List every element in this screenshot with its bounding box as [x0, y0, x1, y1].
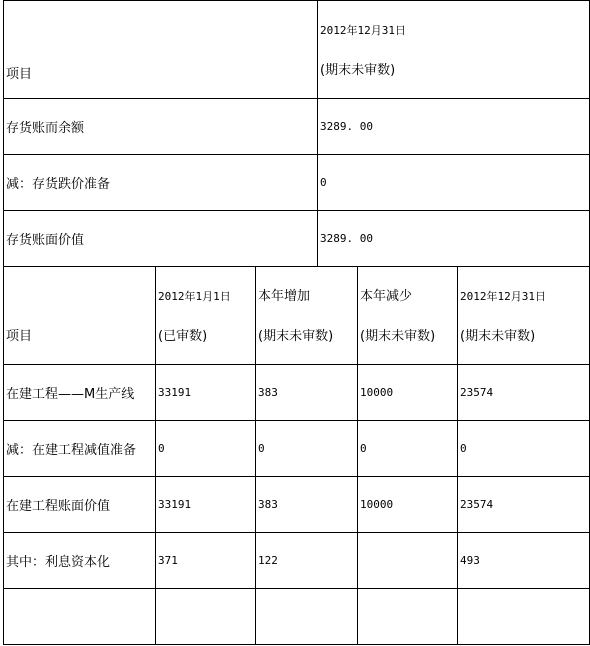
construction-row-label: 在建工程账面价值	[4, 477, 156, 533]
inventory-row-label: 存货账而余额	[4, 99, 318, 155]
construction-header-line2: 项目	[6, 329, 33, 344]
construction-row-closing: 0	[458, 421, 590, 477]
inventory-date-header-text: 2012年12月31日	[320, 24, 406, 37]
inventory-date-header	[318, 1, 590, 99]
construction-row-label	[4, 589, 156, 645]
construction-header-line1: 2012年12月31日	[460, 290, 546, 303]
construction-row-increase: 122	[256, 533, 358, 589]
construction-header-line1: 2012年1月1日	[158, 290, 231, 303]
construction-row-label: 在建工程——M生产线	[4, 365, 156, 421]
construction-row-opening: 33191	[156, 477, 256, 533]
construction-row-decrease: 0	[358, 421, 458, 477]
construction-row-decrease	[358, 589, 458, 645]
inventory-header-row	[4, 1, 590, 99]
construction-row-closing: 23574	[458, 365, 590, 421]
inventory-item-header	[4, 1, 318, 99]
construction-row-increase: 383	[256, 365, 358, 421]
inventory-row	[4, 155, 590, 211]
construction-row	[4, 589, 590, 645]
construction-row-increase: 383	[256, 477, 358, 533]
inventory-row	[4, 99, 590, 155]
inventory-row-value: 0	[318, 155, 590, 211]
construction-header-row	[4, 267, 590, 365]
inventory-row	[4, 211, 590, 267]
construction-closing-header	[458, 267, 590, 365]
construction-header-line1: 本年减少	[360, 289, 413, 304]
construction-header-line2: (期末未审数)	[460, 329, 536, 344]
construction-row-closing: 23574	[458, 477, 590, 533]
construction-item-header	[4, 267, 156, 365]
construction-increase-header	[256, 267, 358, 365]
construction-row	[4, 421, 590, 477]
construction-table	[3, 266, 590, 645]
inventory-row-label: 减：存货跌价准备	[4, 155, 318, 211]
inventory-table	[3, 0, 590, 267]
construction-row-decrease	[358, 533, 458, 589]
construction-row-closing: 493	[458, 533, 590, 589]
inventory-row-value: 3289. 00	[318, 99, 590, 155]
construction-row-increase	[256, 589, 358, 645]
construction-header-line1	[6, 286, 155, 308]
construction-row-increase: 0	[256, 421, 358, 477]
construction-row-decrease: 10000	[358, 477, 458, 533]
construction-row-decrease: 10000	[358, 365, 458, 421]
inventory-row-value: 3289. 00	[318, 211, 590, 267]
inventory-row-label: 存货账面价值	[4, 211, 318, 267]
construction-decrease-header	[358, 267, 458, 365]
construction-row-label: 其中：利息资本化	[4, 533, 156, 589]
construction-header-line2: (已审数)	[158, 329, 208, 344]
construction-row-opening: 371	[156, 533, 256, 589]
construction-row	[4, 533, 590, 589]
construction-header-line2: (期末未审数)	[360, 329, 436, 344]
construction-row-closing	[458, 589, 590, 645]
construction-row-opening: 33191	[156, 365, 256, 421]
construction-row	[4, 477, 590, 533]
construction-header-line2: (期末未审数)	[258, 329, 334, 344]
inventory-audit-header-text: (期末未审数)	[320, 63, 396, 78]
construction-row-opening	[156, 589, 256, 645]
construction-opening-header	[156, 267, 256, 365]
construction-row	[4, 365, 590, 421]
construction-row-label: 减：在建工程减值准备	[4, 421, 156, 477]
construction-header-line1: 本年增加	[258, 289, 311, 304]
construction-row-opening: 0	[156, 421, 256, 477]
inventory-item-header-text: 项目	[6, 67, 33, 82]
